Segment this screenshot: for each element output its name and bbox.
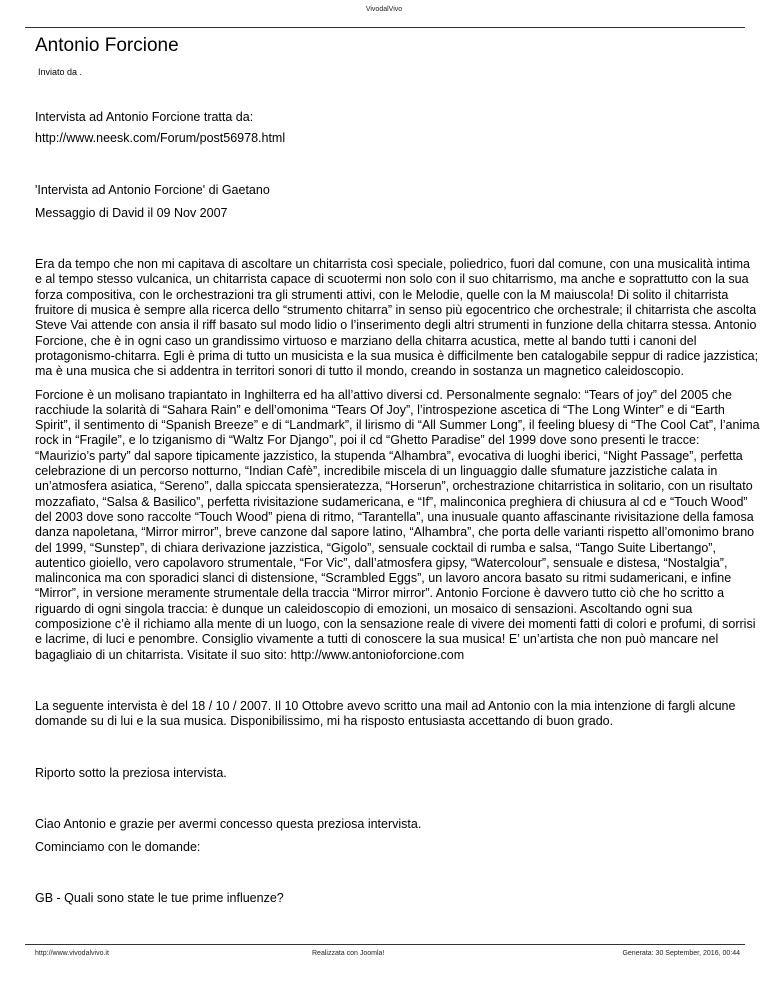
paragraph-message-info: Messaggio di David il 09 Nov 2007	[35, 205, 228, 220]
paragraph-discography: Forcione è un molisano trapiantato in Inghilterra ed ha all’attivo diversi cd. Personalmente segnalo: “Tears of joy” del 2005 che racchiude la solarità di “Sahara Rain” e dell’omonima “Tears Of Joy”, l’introspezione ascetica di “The Long Winter” e di “Earth Spirit”, il sentimento di “Spanish Breeze” e di “Landmark”, il lirismo di “All Summer Long”, il feeling bluesy di “The Cool Cat”, l’anima rock in “Fragile”, e lo tziganismo di “Waltz For Django”, poi il cd “Ghetto Paradise” del 1999 dove sono presenti le tracce: “Maurizio’s party” dal sapore tipicamente jazzistico, la stupenda “Alhambra”, evocativa di luoghi iberici, “Night Passage”, perfetta celebrazione di un percorso notturno, “Indian Cafè”, incredibile miscela di un linguaggio dalle sfumature jazzistiche calata in un’atmosfera asiatica, “Sereno”, dalla spiccata spensieratezza, “Horserun”, orchestrazione chitarristica in solitario, con un risultato mozzafiato, “Salsa & Basilico”, perfetta rivisitazione sudamericana, e “If”, malinconica preghiera di chiusura al cd e “Touch Wood” del 2003 dove sono raccolte “Touch Wood” piena di ritmo, “Tarantella”, una inusuale quanto affascinante rivisitazione della famosa danza napoletana, “Mirror mirror”, breve canzone dal sapore latino, “Alhambra”, che porta delle varianti rispetto all’omonimo brano del 1999, “Sunstep”, di chiara derivazione jazzistica, “Gigolo”, sensuale cocktail di rumba e salsa, “Tango Suite Libertango”, autentico gioiello, vero capolavoro strumentale, “For Vic”, dall’atmosfera gipsy, “Watercolour”, sensuale e distesa, “Nostalgia”, malinconica ma con sporadici slanci di distensione, “Scrambled Eggs”, un lavoro ancora basato su ritmi sudamericani, e infine “Mirror”, in versione meramente strumentale della traccia “Mirror mirror”. Antonio Forcione è davvero tutto ciò che ho scritto a riguardo di ogni singola traccia: è dunque un caleidoscopio di emozioni, un mosaico di sensazioni. Ascoltando ogni sua composizione c’è il richiamo alla mente di un luogo, con la sensazione reale di vivere dei momenti fatti di colori e profumi, di sorrisi e lacrime, di luci e penombre. Consiglio vivamente a tutti di conoscere la sua musica! E’ un’artista che non può mancare nel bagagliaio di un chitarrista. Visitate il suo sito: http://www.antonioforcione.com	[35, 387, 760, 662]
footer-generated: Generata: 30 September, 2016, 00:44	[622, 950, 740, 957]
source-link: http://www.neesk.com/Forum/post56978.html	[35, 131, 286, 146]
article-body	[35, 110, 760, 907]
paragraph-questions-start: Cominciamo con le domande:	[35, 840, 201, 855]
site-header: VivodalVivo	[365, 6, 403, 13]
paragraph-report: Riporto sotto la preziosa intervista.	[35, 765, 227, 780]
paragraph-intro: Intervista ad Antonio Forcione tratta da:	[35, 110, 254, 124]
paragraph-greeting: Ciao Antonio e grazie per avermi concesso questa preziosa intervista.	[35, 816, 422, 831]
footer-url[interactable]: http://www.vivodalvivo.it	[35, 950, 109, 957]
header-divider	[25, 27, 745, 28]
paragraph-question-1: GB - Quali sono state le tue prime influenze?	[35, 891, 284, 906]
paragraph-interview-title: 'Intervista ad Antonio Forcione' di Gaetano	[35, 182, 270, 197]
paragraph-review: Era da tempo che non mi capitava di ascoltare un chitarrista così speciale, poliedrico, fuori dal comune, con una musicalità intima e al tempo stesso vulcanica, un chitarrista capace di scuotermi non solo con il suo chitarrismo, ma anche e soprattutto con la sua forza compositiva, con le orchestrazioni tra gli strumenti attivi, con le Melodie, quelle con la M maiuscola! Di solito il chitarrista fruitore di musica è sempre alla ricerca dello “strumento chitarra” in senso più egocentrico che orchestrale; il chitarrista che ascolta Steve Vai attende con ansia il riff basato sul modo lidio o l’inserimento degli altri strumenti in funzione della chitarra stessa. Antonio Forcione, che è in ogni caso un grandissimo virtuoso e marziano della chitarra acustica, mette al bando tutti i canoni del protagonismo-chitarra. Egli è prima di tutto un musicista e la sua musica è difficilmente ben catalogabile seppur di radice jazzistica; ma è una musica che si addentra in territori sonori di tutto il mondo, creando in sostanza un magnetico caleidoscopio.	[35, 257, 759, 379]
sent-by-line: Inviato da .	[38, 67, 83, 77]
footer-divider	[25, 944, 745, 945]
footer-credit: Realizzata con Joomla!	[312, 950, 385, 957]
article-title: Antonio Forcione	[35, 35, 179, 56]
paragraph-interview-date: La seguente intervista è del 18 / 10 / 2007. Il 10 Ottobre avevo scritto una mail ad Antonio con la mia intenzione di fargli alcune domande su di lui e la sua musica. Disponibilissimo, mi ha risposto entusiasta accettando di buon grado.	[35, 698, 736, 729]
